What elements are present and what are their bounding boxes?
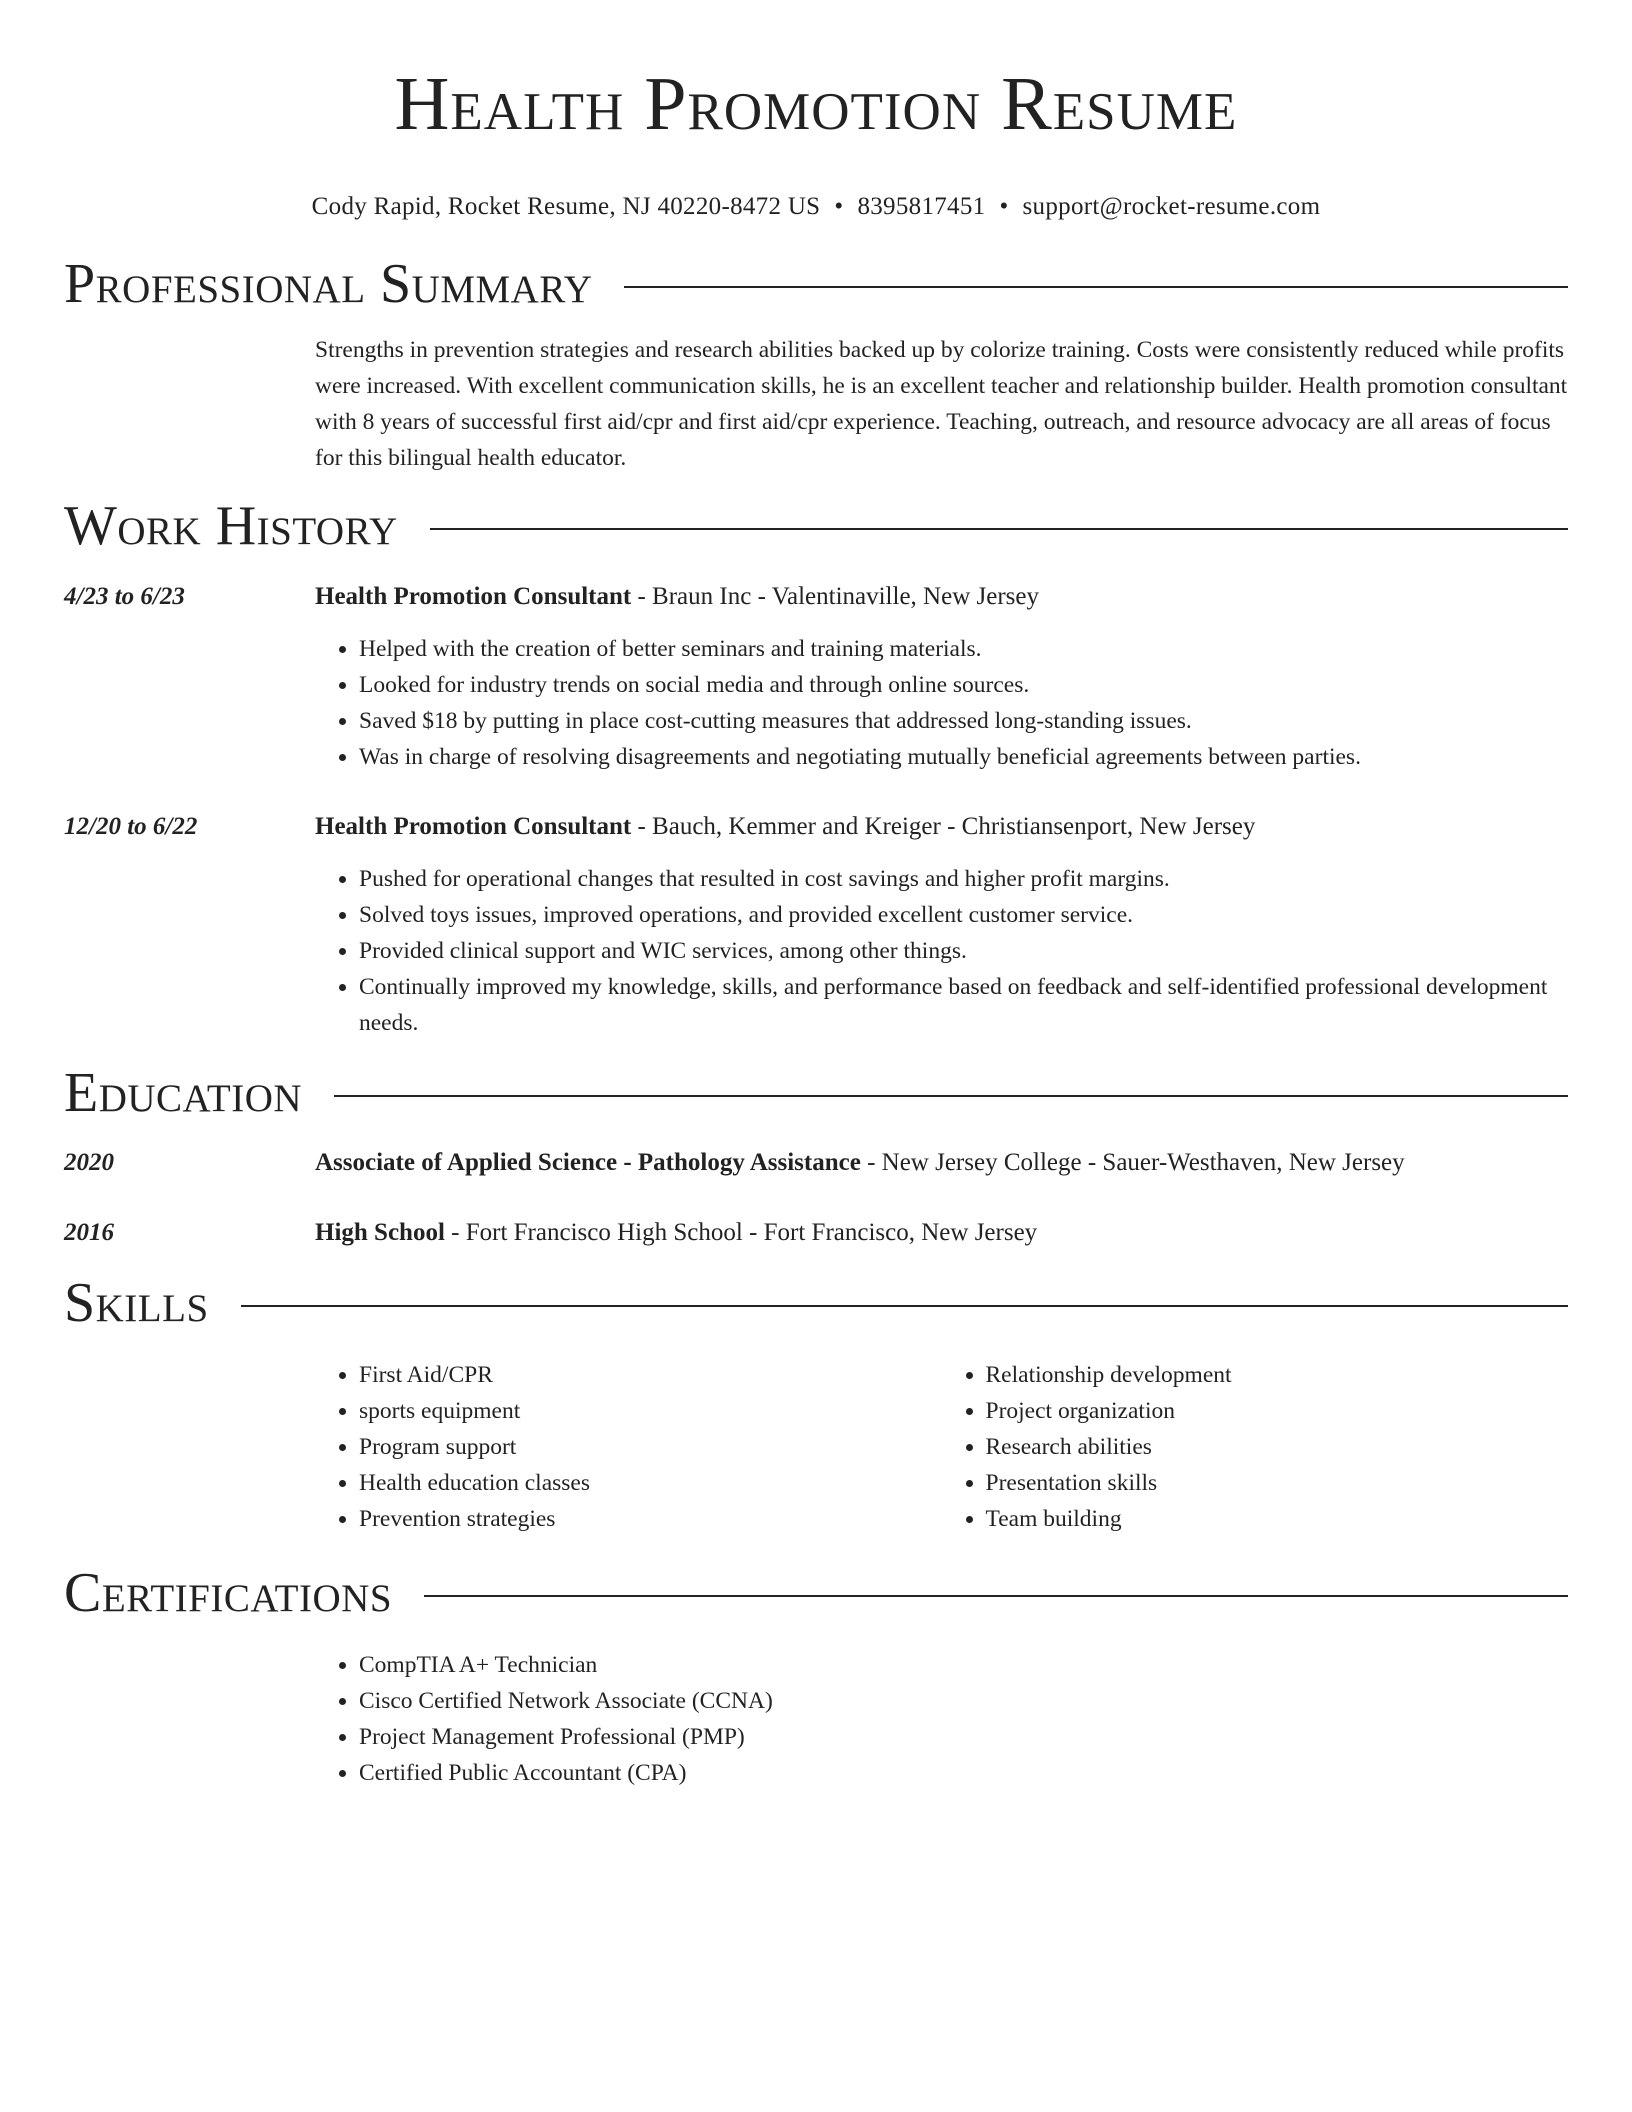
skill-item: • Research abilities (986, 1429, 1569, 1465)
summary-text: Strengths in prevention strategies and research abilities backed up by colorize training. Costs were consistently reduced while profits were increased. With excellent communication skills, he is an excellent teacher and relationship builder. Health promotion consultant with 8 years of successful first aid/cpr and first aid/cpr experience. Teaching, outreach, and resource advocacy are all areas of focus for this bilingual health educator. (315, 337, 1568, 471)
job-bullets-wrap (315, 861, 1568, 1041)
contact-email: support@rocket-resume.com (1022, 193, 1321, 220)
certification-item: • Certified Public Accountant (CPA) (359, 1755, 1568, 1791)
skills-column-left (315, 1357, 942, 1537)
contact-line (64, 192, 1568, 222)
work-heading: Work History (64, 495, 398, 557)
education-entry (64, 1215, 1568, 1251)
education-section-header (64, 1061, 1568, 1125)
certification-item: • Cisco Certified Network Associate (CCNA) (359, 1683, 1568, 1719)
skill-item: • Relationship development (986, 1357, 1569, 1393)
resume-title: Health Promotion Resume (394, 62, 1238, 146)
job-title-line (315, 809, 1568, 845)
education-entry (64, 1145, 1568, 1181)
education-degree: High School (315, 1219, 445, 1246)
job-bullet: • Helped with the creation of better seminars and training materials. (359, 631, 1568, 667)
job-bullet: • Pushed for operational changes that resulted in cost savings and higher profit margins. (359, 861, 1568, 897)
skills-heading: Skills (64, 1272, 209, 1334)
summary-heading: Professional Summary (64, 253, 593, 315)
certifications-section-header (64, 1561, 1568, 1625)
section-divider (424, 1595, 1568, 1597)
job-bullet: • Saved $18 by putting in place cost-cutting measures that addressed long-standing issues. (359, 703, 1568, 739)
certification-item: • Project Management Professional (PMP) (359, 1719, 1568, 1755)
education-line (315, 1145, 1568, 1181)
skills-grid (315, 1357, 1568, 1537)
skill-item: • Team building (986, 1501, 1569, 1537)
job-bullets (315, 631, 1568, 775)
skill-item: • Health education classes (359, 1465, 942, 1501)
education-school: - New Jersey College - Sauer-Westhaven, New Jersey (860, 1149, 1405, 1176)
skill-item: • Presentation skills (986, 1465, 1569, 1501)
job-bullet: • Continually improved my knowledge, skills, and performance based on feedback and self-identified professional development needs. (359, 969, 1568, 1041)
skill-item: • Project organization (986, 1393, 1569, 1429)
work-section-header (64, 494, 1568, 558)
education-year: 2020 (64, 1149, 114, 1176)
job-title-line (315, 579, 1568, 615)
certification-item: • CompTIA A+ Technician (359, 1647, 1568, 1683)
job-header (64, 809, 1568, 845)
job-bullet: • Provided clinical support and WIC services, among other things. (359, 933, 1568, 969)
job-bullet: • Looked for industry trends on social media and through online sources. (359, 667, 1568, 703)
section-divider (334, 1095, 1568, 1097)
job-bullets-wrap (315, 631, 1568, 775)
education-degree: Associate of Applied Science - Pathology Assistance (315, 1149, 861, 1176)
job-title: Health Promotion Consultant (315, 813, 632, 840)
section-divider (430, 528, 1568, 530)
job-employer: - Bauch, Kemmer and Kreiger - Christiansenport, New Jersey (631, 813, 1256, 840)
job-dates: 12/20 to 6/22 (64, 813, 198, 840)
education-year: 2016 (64, 1219, 114, 1246)
certifications-heading: Certifications (64, 1562, 393, 1624)
education-school: - Fort Francisco High School - Fort Francisco, New Jersey (444, 1219, 1038, 1246)
job-dates: 4/23 to 6/23 (64, 583, 185, 610)
contact-phone: 8395817451 (857, 193, 986, 220)
resume-page (64, 0, 1568, 1791)
skill-item: • sports equipment (359, 1393, 942, 1429)
job-entry (64, 579, 1568, 775)
education-heading: Education (64, 1062, 303, 1124)
contact-separator: • (999, 193, 1009, 220)
skill-item: • First Aid/CPR (359, 1357, 942, 1393)
skill-item: • Prevention strategies (359, 1501, 942, 1537)
job-header (64, 579, 1568, 615)
education-line (315, 1215, 1568, 1251)
job-bullets (315, 861, 1568, 1041)
contact-separator: • (834, 193, 844, 220)
job-title: Health Promotion Consultant (315, 583, 632, 610)
job-bullet: • Was in charge of resolving disagreements and negotiating mutually beneficial agreements between parties. (359, 739, 1568, 775)
skill-item: • Program support (359, 1429, 942, 1465)
section-divider (624, 286, 1568, 288)
summary-section-header (64, 252, 1568, 316)
job-entry (64, 809, 1568, 1041)
job-employer: - Braun Inc - Valentinaville, New Jersey (631, 583, 1039, 610)
contact-address: Cody Rapid, Rocket Resume, NJ 40220-8472 US (311, 193, 821, 220)
certifications-wrap (315, 1647, 1568, 1791)
section-divider (241, 1305, 1568, 1307)
skills-section-header (64, 1271, 1568, 1335)
skills-column-right (942, 1357, 1569, 1537)
certifications-list (315, 1647, 1568, 1791)
job-bullet: • Solved toys issues, improved operations, and provided excellent customer service. (359, 897, 1568, 933)
